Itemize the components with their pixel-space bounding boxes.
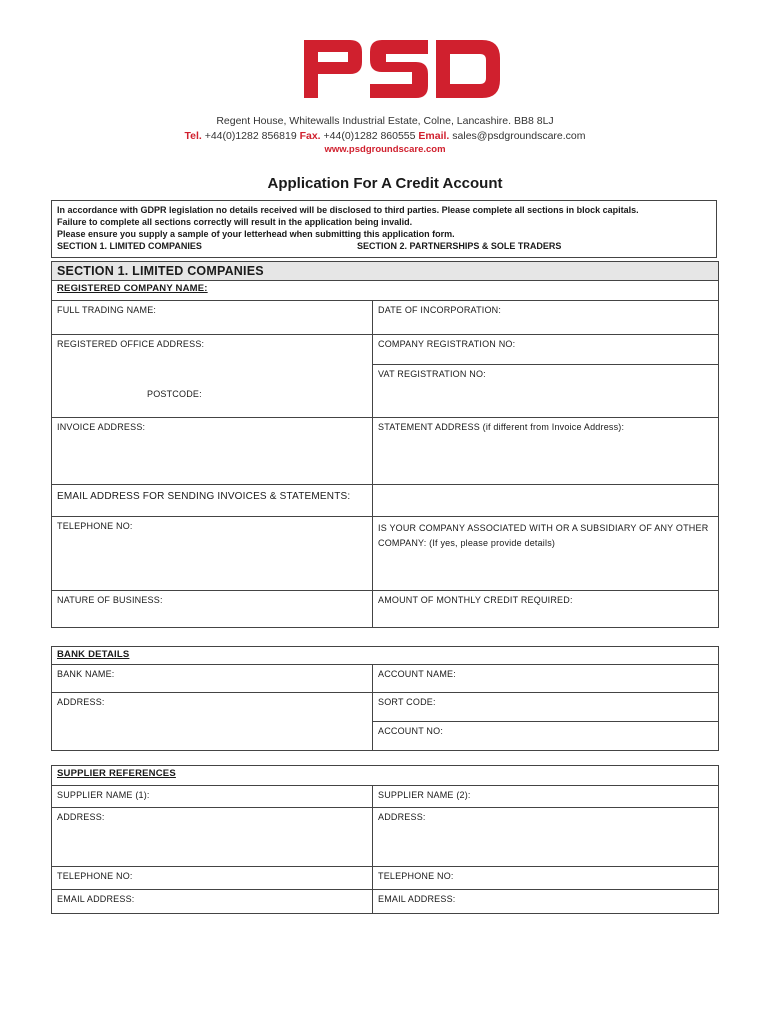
email-value[interactable]: sales@psdgroundscare.com — [452, 130, 586, 142]
sort-code-field[interactable]: SORT CODE: — [373, 693, 719, 722]
account-name-field[interactable]: ACCOUNT NAME: — [373, 665, 719, 693]
bank-address-field[interactable]: ADDRESS: — [52, 693, 373, 751]
svg-text:PSD: PSD — [300, 38, 303, 39]
section1-heading: SECTION 1. LIMITED COMPANIES — [52, 262, 719, 281]
company-address: Regent House, Whitewalls Industrial Estate, Colne, Lancashire. BB8 8LJ — [216, 115, 554, 127]
intro-section-2: SECTION 2. PARTNERSHIPS & SOLE TRADERS — [357, 241, 562, 251]
registered-company-name-field[interactable]: REGISTERED COMPANY NAME: — [52, 281, 719, 301]
telephone-no-field[interactable]: TELEPHONE NO: — [52, 517, 373, 591]
email-address-field[interactable]: EMAIL ADDRESS FOR SENDING INVOICES & STATEMENTS: — [52, 485, 373, 517]
invoice-address-field[interactable]: INVOICE ADDRESS: — [52, 418, 373, 485]
supplier-name-1-field[interactable]: SUPPLIER NAME (1): — [52, 786, 373, 808]
supplier-references-heading: SUPPLIER REFERENCES — [52, 766, 719, 786]
associated-company-field[interactable]: IS YOUR COMPANY ASSOCIATED WITH OR A SUBSIDIARY OF ANY OTHER COMPANY: (If yes, please provide details) — [373, 517, 719, 591]
supplier-address-2-field[interactable]: ADDRESS: — [373, 808, 719, 867]
bank-details-heading: BANK DETAILS — [52, 647, 719, 665]
registered-office-address-label: REGISTERED OFFICE ADDRESS: — [57, 339, 205, 349]
intro-sections — [57, 240, 711, 252]
website-link[interactable]: www.psdgroundscare.com — [324, 144, 446, 155]
fax-value: +44(0)1282 860555 — [323, 130, 416, 142]
section1-table — [51, 261, 719, 628]
intro-section-1: SECTION 1. LIMITED COMPANIES — [57, 241, 202, 251]
tel-value: +44(0)1282 856819 — [204, 130, 297, 142]
psd-logo — [300, 38, 505, 100]
nature-of-business-field[interactable]: NATURE OF BUSINESS: — [52, 591, 373, 628]
statement-address-field[interactable]: STATEMENT ADDRESS (if different from Invoice Address): — [373, 418, 719, 485]
bank-details-table — [51, 646, 719, 751]
page-title: Application For A Credit Account — [267, 175, 503, 192]
email-address-input[interactable] — [373, 485, 719, 517]
supplier-telephone-2-field[interactable]: TELEPHONE NO: — [373, 867, 719, 890]
account-no-field[interactable]: ACCOUNT NO: — [373, 722, 719, 751]
postcode-label: POSTCODE: — [147, 389, 202, 399]
supplier-email-1-field[interactable]: EMAIL ADDRESS: — [52, 890, 373, 914]
tel-label: Tel. — [184, 130, 202, 142]
intro-box — [51, 200, 717, 258]
intro-line-1: In accordance with GDPR legislation no details received will be disclosed to third parties. Please complete all sections in block capitals. — [57, 205, 639, 215]
intro-line-3: Please ensure you supply a sample of your letterhead when submitting this application form. — [57, 229, 455, 239]
vat-registration-no-field[interactable]: VAT REGISTRATION NO: — [373, 365, 719, 418]
contact-line — [0, 130, 770, 142]
full-trading-name-field[interactable]: FULL TRADING NAME: — [52, 301, 373, 335]
supplier-address-1-field[interactable]: ADDRESS: — [52, 808, 373, 867]
supplier-name-2-field[interactable]: SUPPLIER NAME (2): — [373, 786, 719, 808]
intro-line-2: Failure to complete all sections correctly will result in the application being invalid. — [57, 217, 413, 227]
registered-office-address-field[interactable] — [52, 335, 373, 418]
company-registration-no-field[interactable]: COMPANY REGISTRATION NO: — [373, 335, 719, 365]
email-label: Email. — [418, 130, 450, 142]
bank-name-field[interactable]: BANK NAME: — [52, 665, 373, 693]
monthly-credit-field[interactable]: AMOUNT OF MONTHLY CREDIT REQUIRED: — [373, 591, 719, 628]
fax-label: Fax. — [299, 130, 321, 142]
date-of-incorporation-field[interactable]: DATE OF INCORPORATION: — [373, 301, 719, 335]
supplier-references-table — [51, 765, 719, 914]
supplier-email-2-field[interactable]: EMAIL ADDRESS: — [373, 890, 719, 914]
supplier-telephone-1-field[interactable]: TELEPHONE NO: — [52, 867, 373, 890]
